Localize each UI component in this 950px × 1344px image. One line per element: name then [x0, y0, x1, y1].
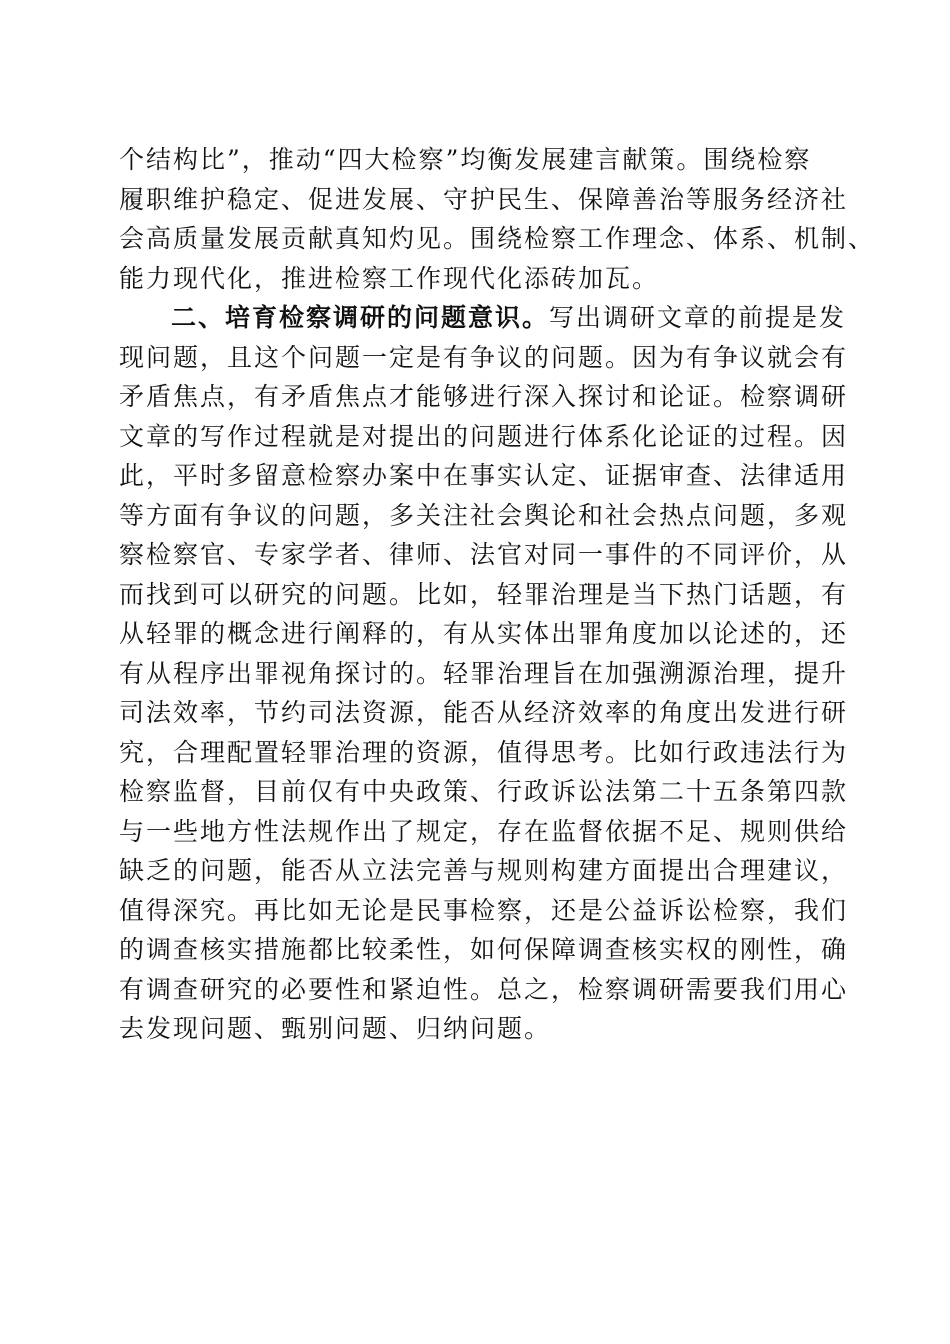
- paragraph1-line-1: 个结构比”，推动“四大检察”均衡发展建言献策。围绕检察: [119, 145, 812, 174]
- paragraph2-line: 现问题，且这个问题一定是有争议的问题。因为有争议就会有: [119, 342, 849, 372]
- paragraph1-line-4: 能力现代化，推进检察工作现代化添砖加瓦。: [119, 263, 660, 293]
- paragraph2-first-line-text: 写出调研文章的前提是发: [549, 303, 847, 332]
- paragraph2-line: 有从程序出罪视角探讨的。轻罪治理旨在加强溯源治理，提升: [119, 658, 849, 688]
- paragraph2-line: 值得深究。再比如无论是民事检察，还是公益诉讼检察，我们: [119, 895, 849, 925]
- paragraph1-line-3: 会高质量发展贡献真知灼见。围绕检察工作理念、体系、机制、: [119, 224, 876, 253]
- paragraph2-line: 司法效率，节约司法资源，能否从经济效率的角度出发进行研: [119, 698, 849, 727]
- paragraph2-line: 与一些地方性法规作出了规定，存在监督依据不足、规则供给: [119, 816, 849, 846]
- document-body: [119, 140, 876, 1049]
- paragraph2-line: 察检察官、专家学者、律师、法官对同一事件的不同评价，从: [119, 540, 849, 569]
- paragraph2-line: 去发现问题、甄别问题、归纳问题。: [119, 1014, 552, 1043]
- paragraph2-first-line: [119, 298, 847, 338]
- paragraph2-line: 检察监督，目前仅有中央政策、行政诉讼法第二十五条第四款: [119, 777, 849, 806]
- paragraph2-line: 矛盾焦点，有矛盾焦点才能够进行深入探讨和论证。检察调研: [119, 382, 849, 411]
- paragraph2-line: 等方面有争议的问题，多关注社会舆论和社会热点问题，多观: [119, 500, 849, 530]
- paragraph2-line: 文章的写作过程就是对提出的问题进行体系化论证的过程。因: [119, 421, 849, 451]
- paragraph2-line: 有调查研究的必要性和紧迫性。总之，检察调研需要我们用心: [119, 974, 849, 1004]
- section-heading: 二、培育检察调研的问题意识。: [171, 303, 550, 332]
- paragraph2-line: 的调查核实措施都比较柔性，如何保障调查核实权的刚性，确: [119, 935, 849, 964]
- paragraph2-line: 究，合理配置轻罪治理的资源，值得思考。比如行政违法行为: [119, 737, 849, 767]
- paragraph2-line: 而找到可以研究的问题。比如，轻罪治理是当下热门话题，有: [119, 579, 849, 609]
- paragraph2-line: 此，平时多留意检察办案中在事实认定、证据审查、法律适用: [119, 461, 849, 490]
- paragraph2-line: 从轻罪的概念进行阐释的，有从实体出罪角度加以论述的，还: [119, 619, 849, 648]
- paragraph2-line: 缺乏的问题，能否从立法完善与规则构建方面提出合理建议，: [119, 856, 849, 885]
- paragraph1-line-2: 履职维护稳定、促进发展、守护民生、保障善治等服务经济社: [119, 184, 849, 214]
